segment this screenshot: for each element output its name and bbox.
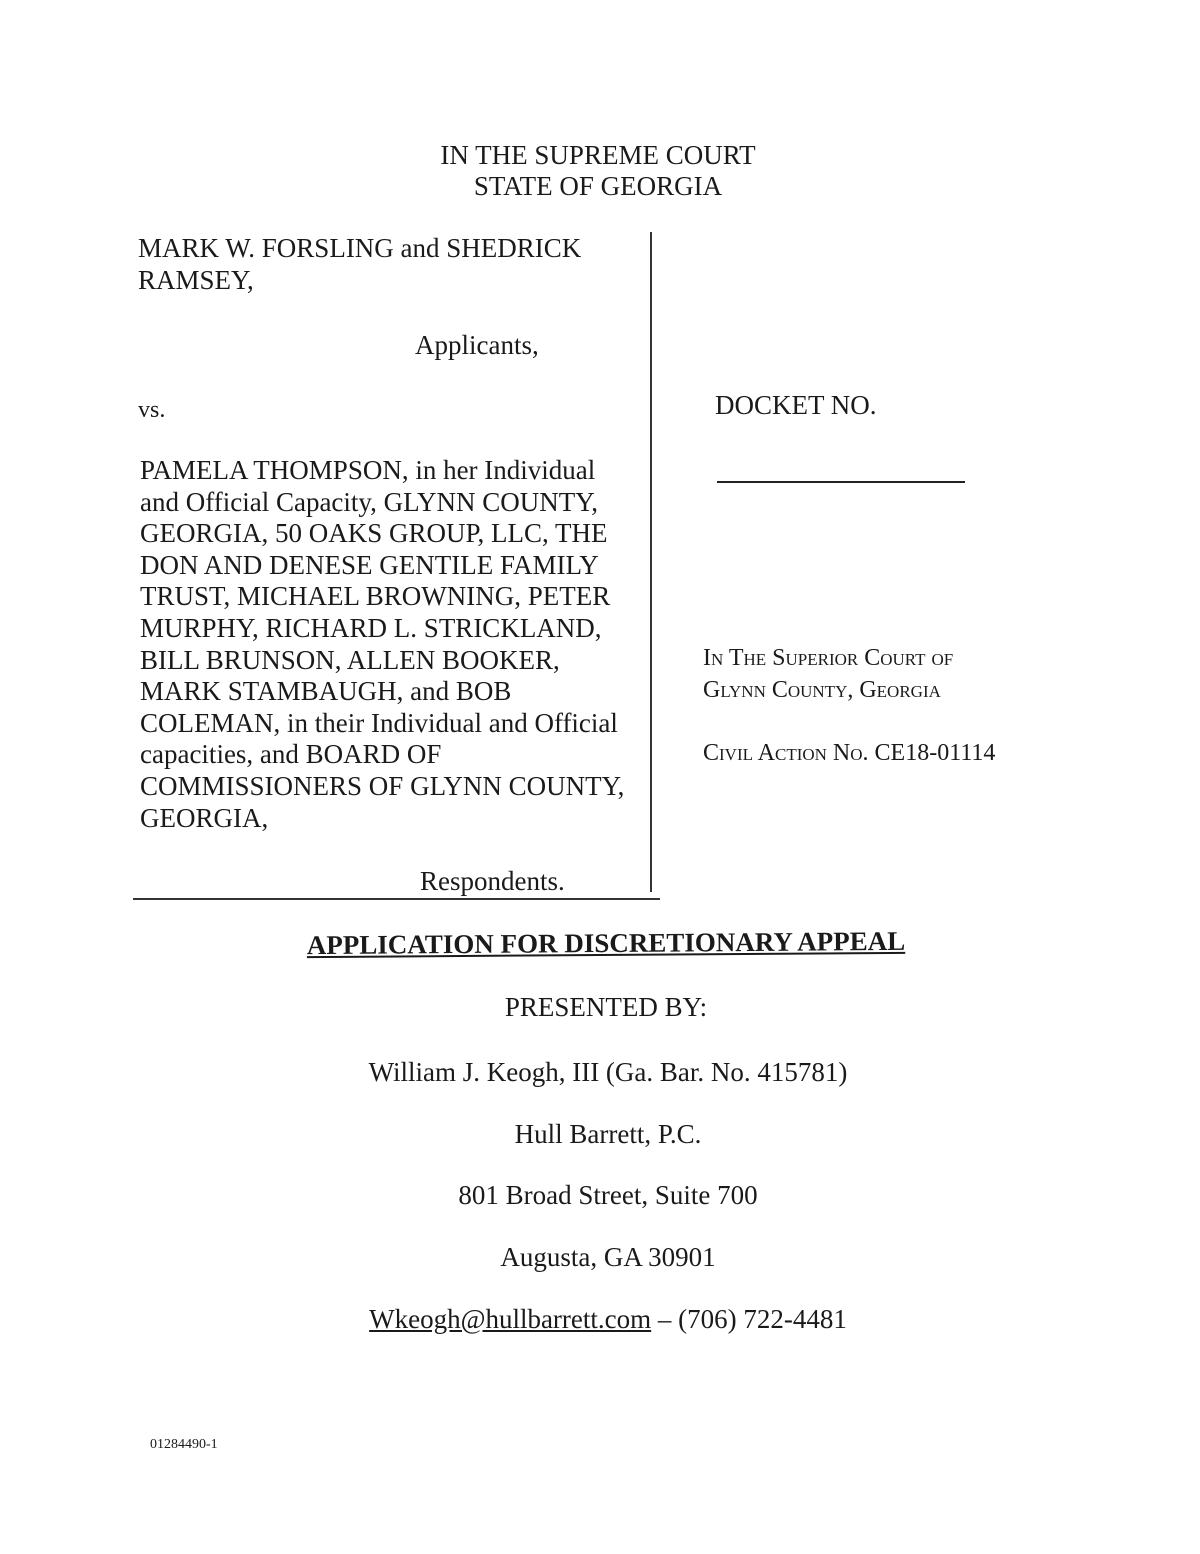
civil-action-number: Civil Action No. CE18-01114 [703,740,996,766]
counsel-address-street: 801 Broad Street, Suite 700 [458,1180,758,1210]
respondent-line: COLEMAN, in their Individual and Official [140,707,618,738]
respondent-line: COMMISSIONERS OF GLYNN COUNTY, [140,770,625,801]
respondents-label: Respondents. [420,866,565,896]
counsel-contact [0,1304,1200,1335]
respondent-line: PAMELA THOMPSON, in her Individual [140,455,596,485]
presented-by-label: PRESENTED BY: [504,992,708,1022]
court-state: STATE OF GEORGIA [473,171,723,201]
versus-label: vs. [138,397,166,423]
court-name: IN THE SUPREME COURT [440,140,756,170]
court-header [0,140,1200,202]
applicants-label: Applicants, [415,330,539,360]
docket-number-blank [717,481,965,483]
respondent-line: TRUST, MICHAEL BROWNING, PETER [140,581,611,612]
respondent-parties [140,455,660,834]
applicants-names-line: RAMSEY, [138,264,254,295]
counsel-email-link[interactable]: Wkeogh@hullbarrett.com [369,1304,652,1334]
lower-court-line: Glynn County, Georgia [703,677,941,703]
counsel-phone: (706) 722-4481 [678,1304,847,1334]
document-title: APPLICATION FOR DISCRETIONARY APPEAL [306,925,906,961]
applicants-names-line: MARK W. FORSLING and SHEDRICK [138,233,582,263]
respondent-line: MARK STAMBAUGH, and BOB [140,676,512,707]
lower-court-line: In The Superior Court of [703,645,954,671]
contact-separator: – [651,1304,679,1334]
caption-bottom-rule [133,898,660,900]
respondent-line: DON AND DENESE GENTILE FAMILY [140,549,599,580]
counsel-firm: Hull Barrett, P.C. [514,1119,702,1149]
respondent-line: MURPHY, RICHARD L. STRICKLAND, [140,612,602,643]
counsel-address-city: Augusta, GA 30901 [500,1242,716,1272]
applicants-names [138,233,648,296]
respondent-line: capacities, and BOARD OF [140,739,442,770]
caption-vertical-divider [650,232,652,892]
counsel-name: William J. Keogh, III (Ga. Bar. No. 415781) [368,1057,848,1087]
respondent-line: GEORGIA, [140,802,269,833]
respondent-line: and Official Capacity, GLYNN COUNTY, [140,486,598,517]
lower-court [703,642,1123,706]
document-number: 01284490-1 [150,1437,218,1452]
respondent-line: GEORGIA, 50 OAKS GROUP, LLC, THE [140,518,608,549]
docket-label: DOCKET NO. [715,390,877,420]
respondent-line: BILL BRUNSON, ALLEN BOOKER, [140,644,560,675]
